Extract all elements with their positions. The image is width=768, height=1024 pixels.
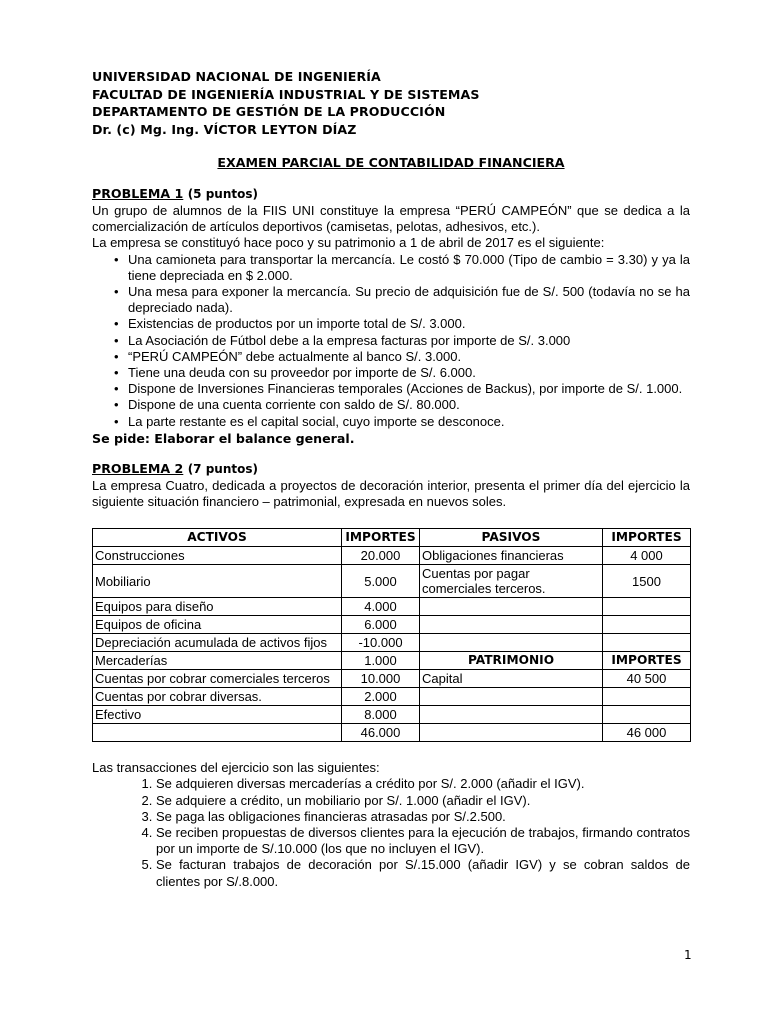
list-item: • Una camioneta para transportar la mercancía. Le costó $ 70.000 (Tipo de cambio = 3.30) y ya la tiene depreciada en $ 2.000. [128, 252, 690, 284]
page-number: 1 [684, 948, 692, 962]
list-item: • Una mesa para exponer la mercancía. Su precio de adquisición fue de S/. 500 (todavía no se ha depreciado nada). [128, 284, 690, 316]
problem1-intro2: La empresa se constituyó hace poco y su patrimonio a 1 de abril de 2017 es el siguiente: [92, 235, 605, 251]
table-total-row [93, 724, 691, 742]
list-item: • La Asociación de Fútbol debe a la empresa facturas por importe de S/. 3.000 [128, 333, 690, 349]
problem2-label: PROBLEMA 2 [92, 460, 184, 476]
table-header-importes: IMPORTES [603, 652, 691, 670]
total-pasivos-patrimonio: 46 000 [603, 724, 691, 742]
list-item: 5. Se facturan trabajos de decoración por S/.15.000 (añadir IGV) y se cobran saldos de clientes por S/.8.000. [156, 857, 690, 889]
table-cell [93, 724, 342, 742]
list-item: • Dispone de una cuenta corriente con saldo de S/. 80.000. [128, 397, 690, 413]
balance-table [92, 528, 691, 742]
table-header-importes: IMPORTES [603, 529, 691, 547]
table-cell: Equipos para diseño [93, 598, 342, 616]
transactions-list [92, 776, 690, 889]
table-row [93, 547, 691, 565]
table-cell: 1500 [603, 565, 691, 598]
table-row [93, 688, 691, 706]
problem1-task: Se pide: Elaborar el balance general. [92, 430, 355, 446]
list-item: • La parte restante es el capital social, cuyo importe se desconoce. [128, 414, 690, 430]
list-item: • Dispone de Inversiones Financieras temporales (Acciones de Backus), por importe de S/. 1.000. [128, 381, 690, 397]
table-cell: Mobiliario [93, 565, 342, 598]
table-header-activos: ACTIVOS [93, 529, 342, 547]
table-cell [603, 634, 691, 652]
table-cell: -10.000 [342, 634, 420, 652]
table-cell [603, 706, 691, 724]
table-row [93, 670, 691, 688]
table-cell: Capital [420, 670, 603, 688]
table-cell: Equipos de oficina [93, 616, 342, 634]
table-cell [420, 634, 603, 652]
table-header-pasivos: PASIVOS [420, 529, 603, 547]
table-cell: 2.000 [342, 688, 420, 706]
problem2-intro: La empresa Cuatro, dedicada a proyectos de decoración interior, presenta el primer día del ejercicio la siguiente situación financiero – patrimonial, expresada en nuevos soles. [92, 477, 690, 510]
total-activos: 46.000 [342, 724, 420, 742]
list-item: • Tiene una deuda con su proveedor por importe de S/. 6.000. [128, 365, 690, 381]
university-name: UNIVERSIDAD NACIONAL DE INGENIERÍA [92, 69, 381, 84]
problem1-list [92, 252, 690, 430]
table-row [93, 598, 691, 616]
table-cell [420, 724, 603, 742]
table-cell [603, 616, 691, 634]
list-item: 1. Se adquieren diversas mercaderías a crédito por S/. 2.000 (añadir el IGV). [156, 776, 690, 792]
table-cell: Cuentas por cobrar diversas. [93, 688, 342, 706]
table-cell: Mercaderías [93, 652, 342, 670]
table-cell: 40 500 [603, 670, 691, 688]
table-cell [420, 688, 603, 706]
table-cell: Construcciones [93, 547, 342, 565]
table-cell: Cuentas por pagar comerciales terceros. [420, 565, 603, 598]
table-header-importes: IMPORTES [342, 529, 420, 547]
table-cell: 6.000 [342, 616, 420, 634]
table-cell: 5.000 [342, 565, 420, 598]
table-cell [420, 706, 603, 724]
table-cell [603, 598, 691, 616]
table-header-patrimonio: PATRIMONIO [420, 652, 603, 670]
table-cell: Depreciación acumulada de activos fijos [93, 634, 342, 652]
table-cell [420, 616, 603, 634]
list-item: 4. Se reciben propuestas de diversos clientes para la ejecución de trabajos, firmando contratos por un importe de S/.10.000 (los que no incluyen el IGV). [156, 825, 690, 857]
table-cell: Obligaciones financieras [420, 547, 603, 565]
table-row [93, 565, 691, 598]
table-cell: Efectivo [93, 706, 342, 724]
problem1-points: (5 puntos) [187, 187, 258, 201]
faculty-name: FACULTAD DE INGENIERÍA INDUSTRIAL Y DE SISTEMAS [92, 86, 480, 102]
problem2-points: (7 puntos) [187, 461, 258, 476]
table-row [93, 616, 691, 634]
table-cell: 4.000 [342, 598, 420, 616]
table-header-row [93, 529, 691, 547]
problem2-heading [92, 460, 690, 478]
table-cell: Cuentas por cobrar comerciales terceros [93, 670, 342, 688]
list-item: • Existencias de productos por un importe total de S/. 3.000. [128, 316, 690, 332]
table-cell: 10.000 [342, 670, 420, 688]
table-row [93, 706, 691, 724]
department-name: DEPARTAMENTO DE GESTIÓN DE LA PRODUCCIÓN [92, 104, 446, 119]
problem1-intro: Un grupo de alumnos de la FIIS UNI constituye la empresa “PERÚ CAMPEÓN” que se dedica a la comercialización de artículos deportivos (camisetas, pelotas, adhesivos, etc.). [92, 203, 690, 235]
table-cell: 8.000 [342, 706, 420, 724]
table-row [93, 652, 691, 670]
table-cell [603, 688, 691, 706]
professor-name: Dr. (c) Mg. Ing. VÍCTOR LEYTON DÍAZ [92, 121, 357, 137]
list-item: 3. Se paga las obligaciones financieras atrasadas por S/.2.500. [156, 809, 690, 825]
table-cell: 20.000 [342, 547, 420, 565]
list-item: 2. Se adquiere a crédito, un mobiliario por S/. 1.000 (añadir el IGV). [156, 793, 690, 809]
table-row [93, 634, 691, 652]
problem1-heading [92, 185, 690, 203]
list-item: • “PERÚ CAMPEÓN” debe actualmente al banco S/. 3.000. [128, 349, 690, 365]
table-cell: 4 000 [603, 547, 691, 565]
table-cell [420, 598, 603, 616]
transactions-intro: Las transacciones del ejercicio son las siguientes: [92, 760, 380, 776]
document-page [92, 68, 690, 890]
table-cell: 1.000 [342, 652, 420, 670]
exam-title: EXAMEN PARCIAL DE CONTABILIDAD FINANCIERA [217, 155, 565, 170]
problem1-label: PROBLEMA 1 [92, 186, 184, 201]
